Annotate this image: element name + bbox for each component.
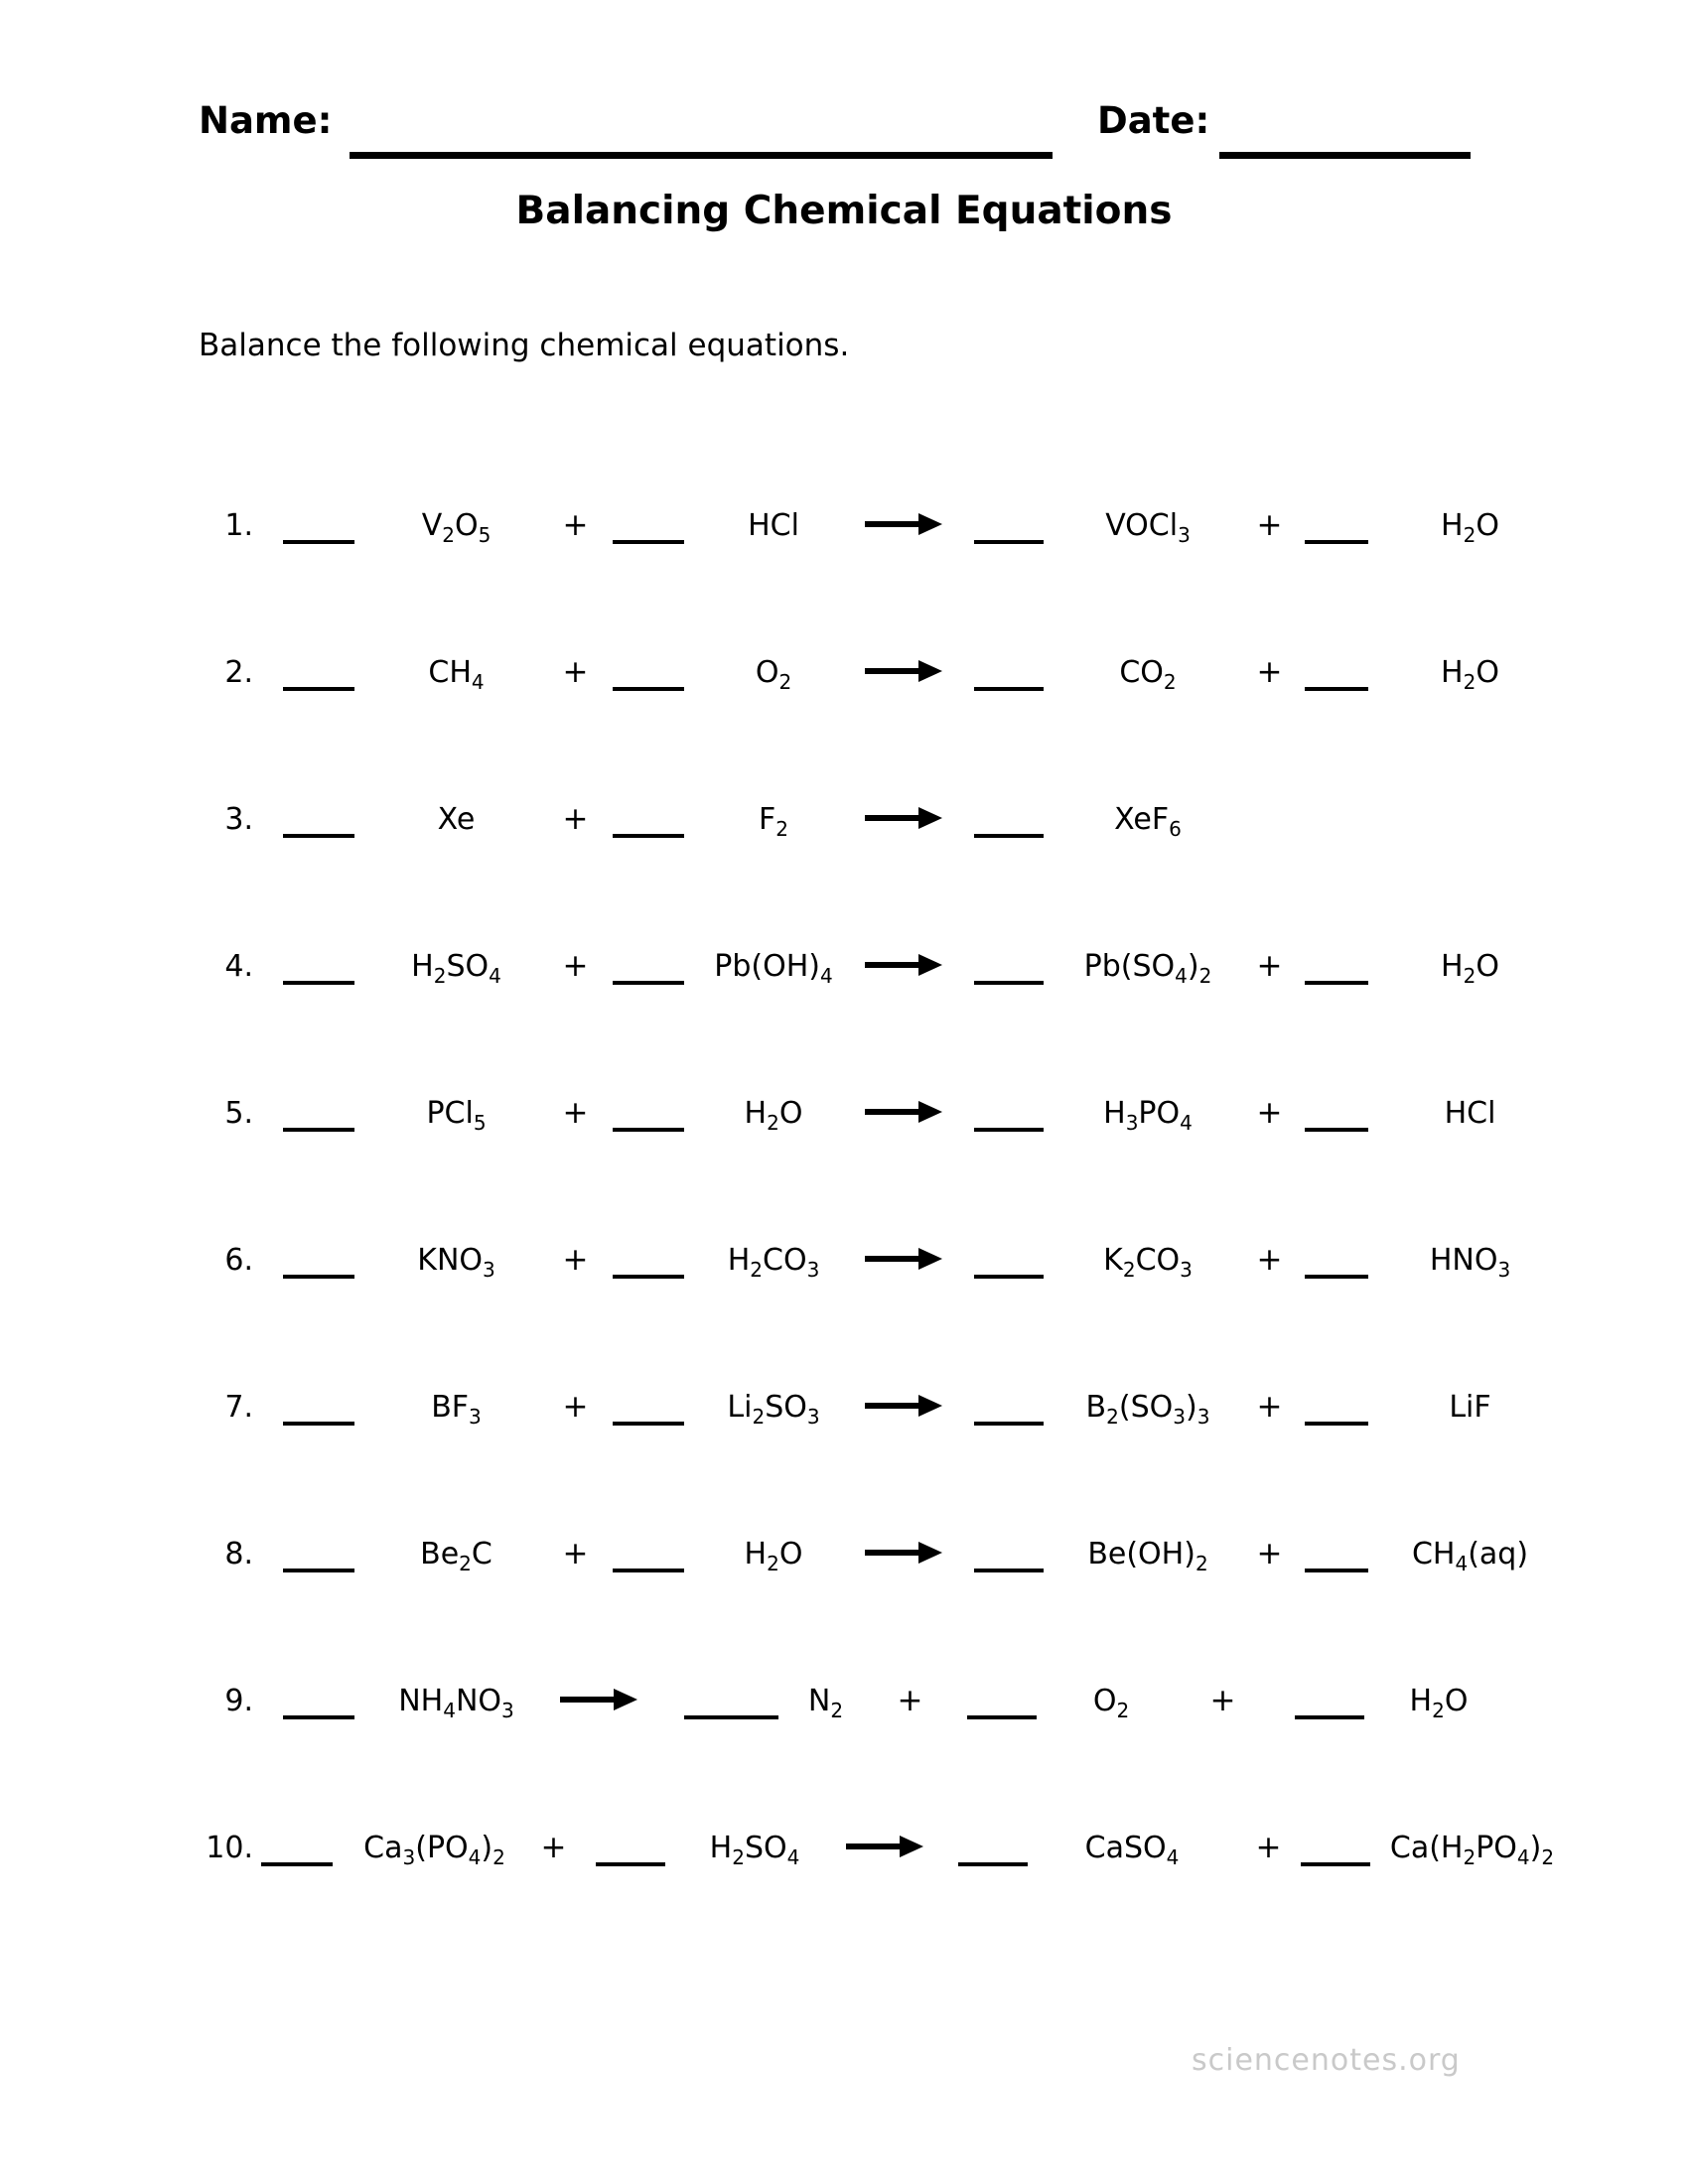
equation-row — [199, 948, 1609, 1095]
equation-row — [199, 1683, 1609, 1830]
equations-list — [199, 507, 1609, 1977]
reaction-arrow — [863, 1243, 944, 1278]
reaction-arrow — [863, 949, 944, 984]
plus-operator: + — [1256, 1242, 1283, 1278]
chemical-formula: $NH_4NO_3$ — [398, 1684, 514, 1722]
chemical-formula: $N_2$ — [807, 1684, 844, 1722]
coefficient-blank[interactable] — [1305, 1569, 1368, 1572]
chemical-formula: $Be_2C$ — [420, 1537, 492, 1575]
chemical-formula: $H_2O$ — [1441, 655, 1499, 694]
coefficient-blank[interactable] — [283, 1569, 354, 1572]
chemical-formula: $Pb(OH)_4$ — [714, 949, 833, 988]
coefficient-blank[interactable] — [1305, 981, 1368, 985]
reaction-arrow — [863, 1390, 944, 1425]
coefficient-blank[interactable] — [283, 834, 354, 838]
reaction-arrow — [863, 802, 944, 837]
chemical-formula: $BF_3$ — [431, 1390, 482, 1429]
plus-operator: + — [1256, 654, 1283, 690]
coefficient-blank[interactable] — [283, 540, 354, 544]
worksheet-title: Balancing Chemical Equations — [515, 189, 1173, 233]
right-arrow-icon — [865, 658, 942, 684]
name-label: Name: — [199, 99, 333, 142]
chemical-formula: $CH_4$ — [428, 655, 485, 694]
right-arrow-icon — [865, 1540, 942, 1566]
chemical-formula: $H_2O$ — [744, 1537, 803, 1575]
right-arrow-icon — [865, 805, 942, 831]
coefficient-blank[interactable] — [1305, 1422, 1368, 1426]
coefficient-blank[interactable] — [974, 1128, 1044, 1132]
right-arrow-icon — [865, 1393, 942, 1419]
coefficient-blank[interactable] — [613, 687, 684, 691]
plus-operator: + — [1256, 1389, 1283, 1425]
right-arrow-icon — [865, 1099, 942, 1125]
chemical-formula: $H_2O$ — [744, 1096, 803, 1135]
reaction-arrow — [863, 508, 944, 543]
coefficient-blank[interactable] — [283, 1128, 354, 1132]
coefficient-blank[interactable] — [613, 1569, 684, 1572]
chemical-formula: $H_2O$ — [1409, 1684, 1469, 1722]
coefficient-blank[interactable] — [261, 1862, 333, 1866]
plus-operator: + — [562, 1095, 589, 1131]
coefficient-blank[interactable] — [283, 981, 354, 985]
coefficient-blank[interactable] — [613, 540, 684, 544]
equation-number: 4. — [224, 949, 253, 984]
equation-row — [199, 507, 1609, 654]
chemical-formula: $F_2$ — [759, 802, 788, 841]
coefficient-blank[interactable] — [1305, 540, 1368, 544]
plus-operator: + — [562, 654, 589, 690]
equation-row — [199, 1830, 1609, 1977]
chemical-formula: LiF — [1449, 1390, 1491, 1425]
instruction-text: Balance the following chemical equations. — [199, 328, 850, 363]
coefficient-blank[interactable] — [974, 981, 1044, 985]
equation-row — [199, 1242, 1609, 1389]
coefficient-blank[interactable] — [967, 1715, 1037, 1719]
equation-row — [199, 1389, 1609, 1536]
coefficient-blank[interactable] — [613, 981, 684, 985]
name-blank-line[interactable] — [350, 152, 1053, 159]
chemical-formula: PCl$_5$ — [426, 1096, 487, 1135]
equation-row — [199, 654, 1609, 801]
coefficient-blank[interactable] — [1305, 687, 1368, 691]
plus-operator: + — [1256, 1095, 1283, 1131]
chemical-formula: $K_2CO_3$ — [1103, 1243, 1193, 1282]
plus-operator: + — [562, 1389, 589, 1425]
chemical-formula: $KNO_3$ — [417, 1243, 495, 1282]
equation-number: 3. — [224, 802, 253, 837]
plus-operator: + — [562, 1242, 589, 1278]
coefficient-blank[interactable] — [596, 1862, 665, 1866]
chemical-formula: $V_2O_5$ — [421, 508, 492, 547]
right-arrow-icon — [865, 952, 942, 978]
site-credit: sciencenotes.org — [1192, 2043, 1461, 2078]
equation-number: 6. — [224, 1243, 253, 1278]
chemical-formula: Xe — [437, 802, 476, 837]
coefficient-blank[interactable] — [974, 1569, 1044, 1572]
reaction-arrow — [844, 1831, 925, 1865]
chemical-formula: $H_2O$ — [1441, 949, 1499, 988]
coefficient-blank[interactable] — [613, 1422, 684, 1426]
coefficient-blank[interactable] — [974, 687, 1044, 691]
date-blank-line[interactable] — [1219, 152, 1471, 159]
equation-number: 2. — [224, 655, 253, 690]
plus-operator: + — [562, 1536, 589, 1571]
chemical-formula: $Ca(H_2PO_4)_2$ — [1389, 1831, 1555, 1869]
coefficient-blank[interactable] — [1301, 1862, 1370, 1866]
chemical-formula: $Ca_3(PO_4)_2$ — [363, 1831, 505, 1869]
right-arrow-icon — [865, 511, 942, 537]
plus-operator: + — [1255, 1830, 1282, 1865]
equation-number: 9. — [224, 1684, 253, 1718]
chemical-formula: $H_2O$ — [1441, 508, 1499, 547]
chemical-formula: $CH_4(aq)$ — [1411, 1537, 1529, 1575]
coefficient-blank[interactable] — [974, 540, 1044, 544]
plus-operator: + — [562, 801, 589, 837]
coefficient-blank[interactable] — [283, 1422, 354, 1426]
chemical-formula: VOCl$_3$ — [1105, 508, 1191, 547]
chemical-formula: $H_2CO_3$ — [727, 1243, 820, 1282]
chemical-formula: $H_2SO_4$ — [709, 1831, 800, 1869]
right-arrow-icon — [865, 1246, 942, 1272]
plus-operator: + — [1209, 1683, 1236, 1718]
chemical-formula: $H_2SO_4$ — [411, 949, 501, 988]
coefficient-blank[interactable] — [974, 1275, 1044, 1279]
coefficient-blank[interactable] — [974, 834, 1044, 838]
coefficient-blank[interactable] — [283, 1275, 354, 1279]
date-label: Date: — [1097, 99, 1210, 142]
coefficient-blank[interactable] — [283, 687, 354, 691]
plus-operator: + — [1256, 948, 1283, 984]
plus-operator: + — [562, 507, 589, 543]
plus-operator: + — [1256, 1536, 1283, 1571]
chemical-formula: HCl — [1444, 1096, 1496, 1131]
plus-operator: + — [897, 1683, 923, 1718]
coefficient-blank[interactable] — [974, 1422, 1044, 1426]
reaction-arrow — [863, 1096, 944, 1131]
equation-number: 7. — [224, 1390, 253, 1425]
coefficient-blank[interactable] — [684, 1715, 778, 1719]
reaction-arrow — [558, 1684, 639, 1718]
chemical-formula: $B_2(SO_3)_3$ — [1085, 1390, 1210, 1429]
coefficient-blank[interactable] — [283, 1715, 354, 1719]
chemical-formula: $Li_2SO_3$ — [727, 1390, 820, 1429]
plus-operator: + — [562, 948, 589, 984]
equation-row — [199, 1095, 1609, 1242]
coefficient-blank[interactable] — [1305, 1128, 1368, 1132]
equation-number: 10. — [206, 1831, 253, 1865]
equation-row — [199, 801, 1609, 948]
right-arrow-icon — [846, 1834, 923, 1859]
chemical-formula: HCl — [748, 508, 799, 543]
coefficient-blank[interactable] — [1305, 1275, 1368, 1279]
plus-operator: + — [1256, 507, 1283, 543]
chemical-formula: $Be(OH)_2$ — [1087, 1537, 1208, 1575]
chemical-formula: $O_2$ — [1092, 1684, 1130, 1722]
reaction-arrow — [863, 1537, 944, 1571]
chemical-formula: $O_2$ — [755, 655, 792, 694]
chemical-formula: $HNO_3$ — [1429, 1243, 1511, 1282]
chemical-formula: $Pb(SO_4)_2$ — [1083, 949, 1212, 988]
coefficient-blank[interactable] — [1295, 1715, 1364, 1719]
right-arrow-icon — [560, 1687, 637, 1712]
equation-number: 1. — [224, 508, 253, 543]
plus-operator: + — [540, 1830, 567, 1865]
coefficient-blank[interactable] — [613, 834, 684, 838]
chemical-formula: CaSO$_4$ — [1084, 1831, 1180, 1869]
chemical-formula: $H_3PO_4$ — [1103, 1096, 1193, 1135]
reaction-arrow — [863, 655, 944, 690]
coefficient-blank[interactable] — [613, 1275, 684, 1279]
equation-number: 8. — [224, 1537, 253, 1571]
coefficient-blank[interactable] — [958, 1862, 1028, 1866]
chemical-formula: XeF$_6$ — [1114, 802, 1182, 841]
equation-row — [199, 1536, 1609, 1683]
equation-number: 5. — [224, 1096, 253, 1131]
coefficient-blank[interactable] — [613, 1128, 684, 1132]
chemical-formula: $CO_2$ — [1119, 655, 1177, 694]
